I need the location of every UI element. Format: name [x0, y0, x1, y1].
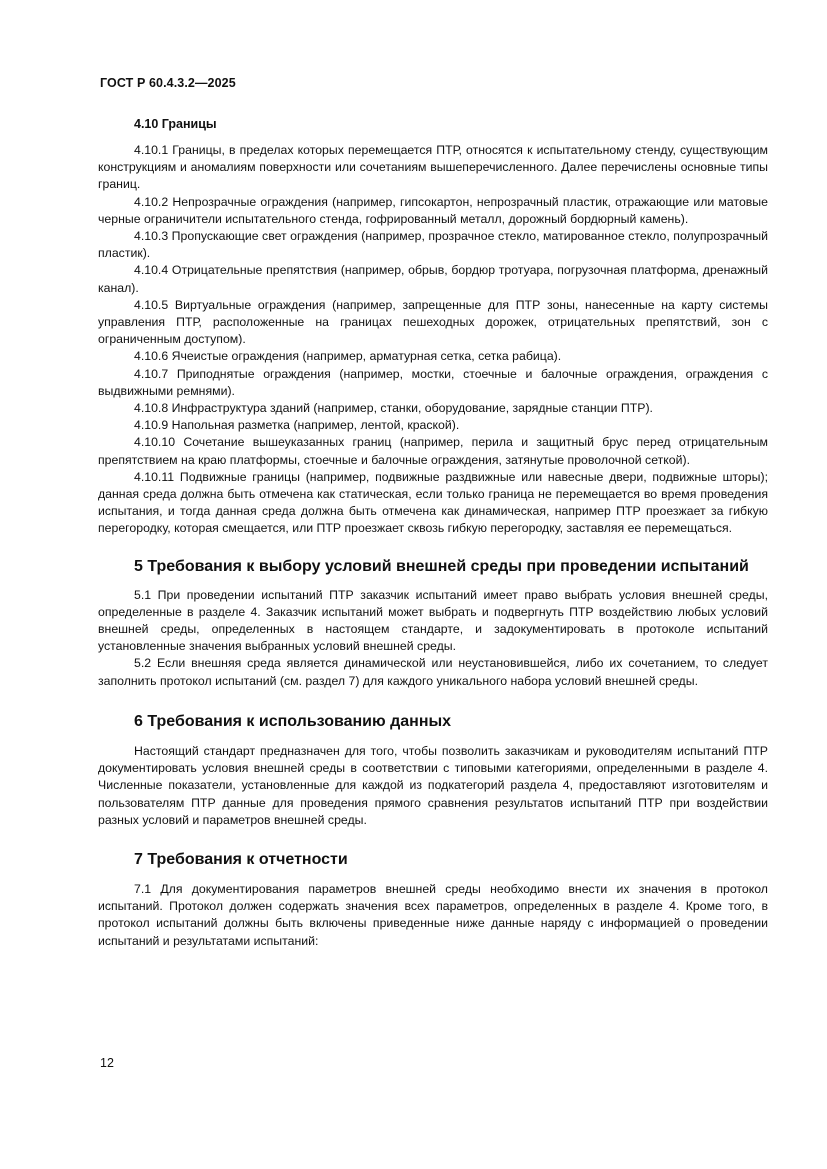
section-5-title: 5 Требования к выбору условий внешней среды при проведении испытаний [134, 557, 749, 575]
paragraph-5-1: 5.1 При проведении испытаний ПТР заказчик испытаний имеет право выбрать условия внешней среды, определенные в разделе 4. Заказчик испытаний может выбрать и подвергнуть ПТР воздействию любых условий внешней среды, определенных в настоящем стандарте, и задокументировать в протоколе испытаний установленные значения выбранных условий внешней среды. [98, 587, 768, 654]
paragraph-4-10-7: 4.10.7 Приподнятые ограждения (например, мостки, стоечные и балочные ограждения, ограждения с выдвижными ремнями). [98, 366, 768, 398]
paragraph-4-10-1: 4.10.1 Границы, в пределах которых перемещается ПТР, относятся к испытательному стенду, существующим конструкциям и аномалиям поверхности или сочетаниям вышеперечисленного. Далее перечислены основные типы границ. [98, 143, 768, 192]
subsection-title-4-10: 4.10 Границы [134, 117, 217, 131]
paragraph-4-10-2: 4.10.2 Непрозрачные ограждения (например, гипсокартон, непрозрачный пластик, отражающие или матовые черные ограничители испытательного стенда, гофрированный металл, дорожный бордюрный камень). [98, 194, 768, 226]
paragraph-4-10-5: 4.10.5 Виртуальные ограждения (например, запрещенные для ПТР зоны, нанесенные на карту системы управления ПТР, расположенные на границах пешеходных дорожек, отрицательных препятствий, зон с ограниченным доступом). [98, 297, 768, 347]
paragraph-7-1: 7.1 Для документирования параметров внешней среды необходимо внести их значения в протокол испытаний. Протокол должен содержать значения всех параметров, определенных в разделе 4. Кроме того, в протокол испытаний должны быть включены приведенные ниже данные наряду с информацией о проведении испытаний и результатами испытаний: [98, 881, 768, 948]
paragraph-5-2: 5.2 Если внешняя среда является динамической или неустановившейся, либо их сочетанием, то следует заполнить протокол испытаний (см. раздел 7) для каждого уникального набора условий внешней среды. [98, 656, 768, 688]
paragraph-6-body: Настоящий стандарт предназначен для того, чтобы позволить заказчикам и руководителям испытаний ПТР документировать условия внешней среды в соответствии с типовыми категориями, определенными в разделе 4. Численные показатели, установленные для каждой из подкатегорий раздела 4, предоставляют изготовителям и пользователям ПТР данные для проведения прямого сравнения результатов испытаний ПТР при воздействии разных условий и параметров внешней среды. [98, 743, 768, 827]
paragraph-4-10-9: 4.10.9 Напольная разметка (например, лентой, краской). [134, 418, 460, 433]
paragraph-4-10-10: 4.10.10 Сочетание вышеуказанных границ (например, перила и защитный брус перед отрицательным препятствием на краю платформы, стоечные и балочные ограждения, затянутые проволочной сеткой). [98, 435, 768, 467]
paragraph-4-10-11: 4.10.11 Подвижные границы (например, подвижные раздвижные или навесные двери, подвижные шторы); данная среда должна быть отмечена как статическая, если только граница не перемещается во время проведения испытания, и тогда данная среда должна быть отмечена как динамическая, например ПТР проезжает за гибкую перегородку, которая смещается, или ПТР проезжает сквозь гибкую перегородку, заставляя ее перемещаться. [98, 469, 768, 536]
paragraph-4-10-6: 4.10.6 Ячеистые ограждения (например, арматурная сетка, сетка рабица). [134, 349, 562, 364]
paragraph-4-10-4: 4.10.4 Отрицательные препятствия (например, обрыв, бордюр тротуара, погрузочная платформа, дренажный канал). [98, 263, 768, 295]
section-6-title: 6 Требования к использованию данных [134, 712, 452, 730]
document-code-header: ГОСТ Р 60.4.3.2—2025 [100, 76, 236, 90]
paragraph-4-10-8: 4.10.8 Инфраструктура зданий (например, станки, оборудование, зарядные станции ПТР). [134, 401, 653, 416]
section-7-title: 7 Требования к отчетности [134, 850, 348, 868]
page-body [98, 116, 768, 950]
paragraph-4-10-3: 4.10.3 Пропускающие свет ограждения (например, прозрачное стекло, матированное стекло, полупрозрачный пластик). [98, 229, 768, 261]
page-number: 12 [100, 1056, 114, 1070]
